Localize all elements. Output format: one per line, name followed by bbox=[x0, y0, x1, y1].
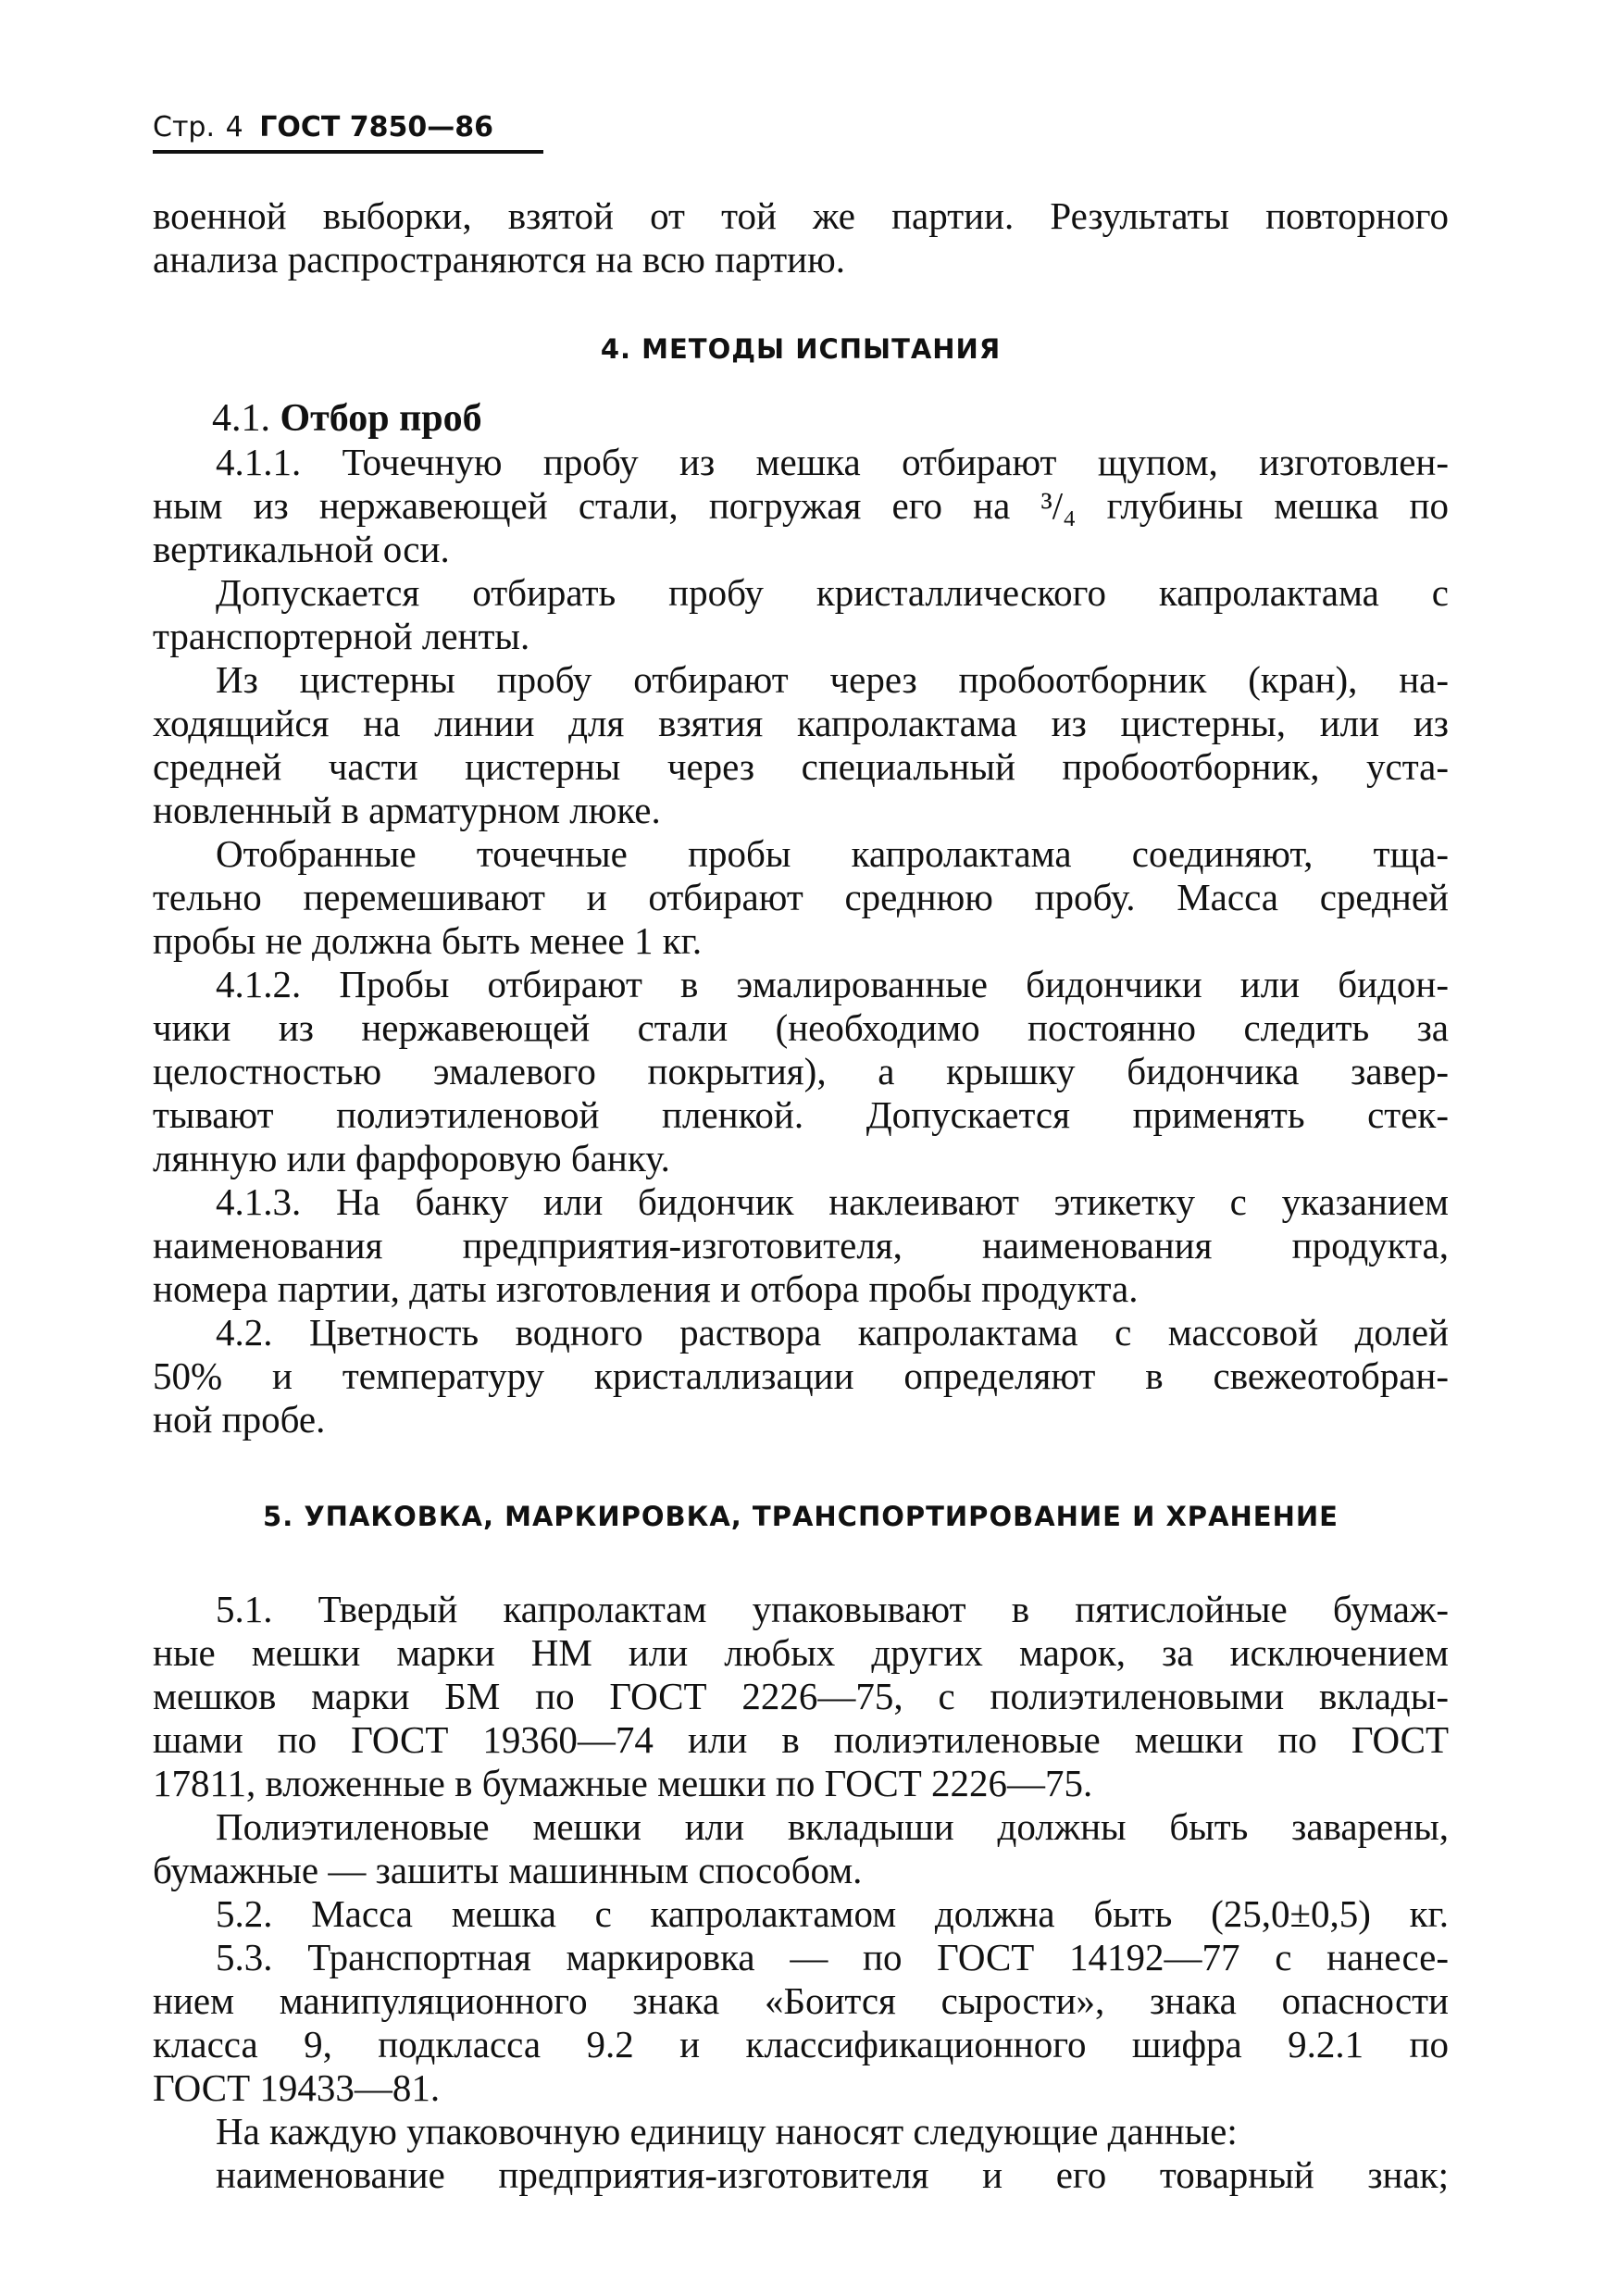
paragraph-5-2 bbox=[153, 1892, 1449, 1936]
standard-code: ГОСТ 7850—86 bbox=[259, 111, 493, 144]
text-line: Полиэтиленовые мешки или вкладыши должны быть заварены, bbox=[216, 1805, 1449, 1848]
text-line: военной выборки, взятой от той же партии. Результаты повторного bbox=[153, 194, 1449, 237]
text-line: 17811, вложенные в бумажные мешки по ГОСТ 2226—75. bbox=[153, 1762, 1093, 1804]
text-line: новленный в арматурном люке. bbox=[153, 789, 661, 831]
text-line: лянную или фарфоровую банку. bbox=[153, 1137, 670, 1179]
text-line: тывают полиэтиленовой пленкой. Допускается применять стек- bbox=[153, 1093, 1449, 1136]
text-line: 5.3. Транспортная маркировка — по ГОСТ 14192—77 с нанесе- bbox=[216, 1936, 1449, 1978]
text-line: ходящийся на линии для взятия капролактама из цистерны, или из bbox=[153, 702, 1449, 744]
text-line: На каждую упаковочную единицу наносят следующие данные: bbox=[216, 2110, 1238, 2152]
paragraph-4-2 bbox=[153, 1311, 1449, 1441]
text-line: 4.1.1. Точечную пробу из мешка отбирают щупом, изготовлен- bbox=[216, 441, 1449, 483]
section-4-title: 4. МЕТОДЫ ИСПЫТАНИЯ bbox=[600, 333, 1002, 365]
paragraph-allowed-conveyor bbox=[153, 571, 1449, 658]
text-line: чики из нержавеющей стали (необходимо постоянно следить за bbox=[153, 1006, 1449, 1049]
subsection-4-1-title bbox=[153, 396, 1449, 441]
text-line: Отобранные точечные пробы капролактама соединяют, тща- bbox=[216, 832, 1449, 875]
paragraph-4-1-2 bbox=[153, 963, 1449, 1180]
page-header bbox=[153, 111, 493, 144]
text-line: 5.2. Масса мешка с капролактамом должна быть (25,0±0,5) кг. bbox=[216, 1892, 1449, 1935]
paragraph-5-1 bbox=[153, 1588, 1449, 1805]
text-line: 4.1.3. На банку или бидончик наклеивают этикетку с указанием bbox=[216, 1180, 1449, 1223]
text-line: 5.1. Твердый капролактам упаковывают в пятислойные бумаж- bbox=[216, 1588, 1449, 1630]
text-line: класса 9, подкласса 9.2 и классификационного шифра 9.2.1 по bbox=[153, 2023, 1449, 2065]
text-line: 4.2. Цветность водного раствора капролактама с массовой долей bbox=[216, 1311, 1449, 1354]
text-line: пробы не должна быть менее 1 кг. bbox=[153, 919, 703, 962]
text-line: наименование предприятия-изготовителя и его товарный знак; bbox=[216, 2153, 1449, 2196]
text-line: тельно перемешивают и отбирают среднюю пробу. Масса средней bbox=[153, 876, 1449, 918]
text-line: 50% и температуру кристаллизации определяют в свежеотобран- bbox=[153, 1354, 1449, 1397]
paragraph-4-1-3 bbox=[153, 1180, 1449, 1311]
text-line: номера партии, даты изготовления и отбора пробы продукта. bbox=[153, 1267, 1139, 1310]
section-5-title: 5. УПАКОВКА, МАРКИРОВКА, ТРАНСПОРТИРОВАНИЕ И ХРАНЕНИЕ bbox=[263, 1501, 1339, 1532]
text-line: ной пробе. bbox=[153, 1398, 326, 1441]
text-line: ным из нержавеющей стали, погружая его на ³/₄ глубины мешка по bbox=[153, 484, 1449, 527]
text-line: анализа распространяются на всю партию. bbox=[153, 238, 845, 281]
header-rule bbox=[153, 150, 543, 154]
text-line: бумажные — зашиты машинным способом. bbox=[153, 1849, 863, 1891]
text-line: 4.1.2. Пробы отбирают в эмалированные бидончики или бидон- bbox=[216, 963, 1449, 1005]
paragraph-5-3 bbox=[153, 1936, 1449, 2110]
paragraph-tank-sampling bbox=[153, 658, 1449, 832]
paragraph-each-unit bbox=[153, 2110, 1449, 2153]
text-line: ГОСТ 19433—81. bbox=[153, 2066, 441, 2109]
paragraph-4-1-1 bbox=[153, 441, 1449, 571]
text-line: целостностью эмалевого покрытия), а крышку бидончика завер- bbox=[153, 1050, 1449, 1092]
text-line: нием манипуляционного знака «Боится сырости», знака опасности bbox=[153, 1979, 1449, 2022]
subsection-title: Отбор проб bbox=[280, 397, 482, 440]
page-body bbox=[153, 194, 1449, 2197]
text-line: вертикальной оси. bbox=[153, 528, 450, 570]
paragraph-mixed-sample bbox=[153, 832, 1449, 963]
text-line: Из цистерны пробу отбирают через пробоотборник (кран), на- bbox=[216, 658, 1449, 701]
text-line: мешков марки БМ по ГОСТ 2226—75, с полиэтиленовыми вклады- bbox=[153, 1675, 1449, 1717]
text-line: средней части цистерны через специальный пробоотборник, уста- bbox=[153, 745, 1449, 788]
page-label: Стр. bbox=[153, 111, 216, 144]
text-line: Допускается отбирать пробу кристаллического капролактама с bbox=[216, 571, 1449, 614]
intro-paragraph bbox=[153, 194, 1449, 281]
text-line: наименования предприятия-изготовителя, наименования продукта, bbox=[153, 1224, 1449, 1267]
subsection-number: 4.1. bbox=[212, 397, 270, 440]
text-line: транспортерной ленты. bbox=[153, 615, 530, 657]
paragraph-welded bbox=[153, 1805, 1449, 1892]
paragraph-manufacturer-name bbox=[153, 2153, 1449, 2197]
text-line: шами по ГОСТ 19360—74 или в полиэтиленовые мешки по ГОСТ bbox=[153, 1718, 1449, 1761]
text-line: ные мешки марки НМ или любых других марок, за исключением bbox=[153, 1631, 1449, 1674]
page-number: 4 bbox=[225, 111, 243, 144]
